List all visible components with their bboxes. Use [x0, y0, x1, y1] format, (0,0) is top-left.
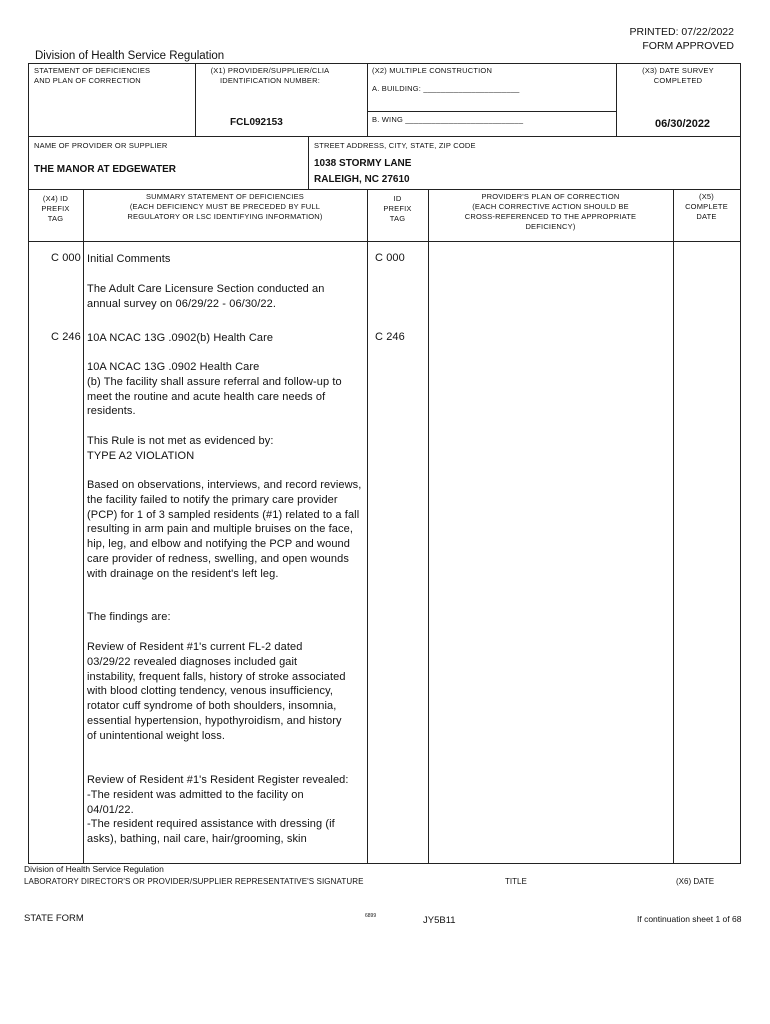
tag-right-c246: C 246: [375, 331, 405, 343]
para-resident-register: Review of Resident #1's Resident Register revealed: -The resident was admitted to the facility on 04/01/22. -The resident required assistance with dressing (if asks), bathing, nail care, hair/grooming, skin: [87, 774, 349, 846]
divider-address: [308, 136, 309, 189]
print-header: [630, 25, 734, 53]
footer-division: Division of Health Service Regulation: [24, 864, 164, 874]
divider-x2: [367, 63, 368, 136]
address-label: STREET ADDRESS, CITY, STATE, ZIP CODE: [314, 141, 476, 150]
x2-building: A. BUILDING: ______________________: [372, 84, 520, 93]
col-header-summary: SUMMARY STATEMENT OF DEFICIENCIES (EACH DEFICIENCY MUST BE PRECEDED BY FULL REGULATORY OR LSC IDENTIFYING INFORMATION): [127, 192, 323, 221]
heading-c246-rule: 10A NCAC 13G .0902(b) Health Care: [87, 332, 274, 344]
rule-top: [28, 63, 741, 64]
col-header-id: ID PREFIX TAG: [383, 194, 412, 223]
signature-label: LABORATORY DIRECTOR'S OR PROVIDER/SUPPLIER REPRESENTATIVE'S SIGNATURE: [24, 877, 364, 886]
col-header-x4: (X4) ID PREFIX TAG: [41, 194, 70, 223]
form-code: 6899: [365, 913, 377, 919]
provider-name-label: NAME OF PROVIDER OR SUPPLIER: [34, 141, 168, 150]
para-fl2-review: Review of Resident #1's current FL-2 dated 03/29/22 revealed diagnoses included gait instability, frequent falls, history of stroke associated with blood clotting tendency, venous insufficiency, rotator cuff syndrome of both shoulders, insomnia, essential hypertension, hypothyroidism, and history of unintentional weight loss.: [87, 641, 346, 742]
x1-label: (X1) PROVIDER/SUPPLIER/CLIA IDENTIFICATION NUMBER:: [210, 66, 330, 85]
border-right: [740, 63, 741, 863]
title-label: TITLE: [505, 877, 527, 886]
tag-left-c246: C 246: [51, 331, 81, 343]
x1-id-number: FCL092153: [230, 117, 283, 128]
x3-survey-date: 06/30/2022: [655, 118, 711, 130]
x3-label: (X3) DATE SURVEY COMPLETED: [642, 66, 714, 85]
para-rule-not-met: This Rule is not met as evidenced by: TYPE A2 VIOLATION: [87, 435, 274, 462]
para-findings-heading: The findings are:: [87, 611, 171, 623]
divider-col-id: [428, 189, 429, 863]
border-left: [28, 63, 29, 863]
rule-columns-top: [28, 189, 741, 190]
divider-col-plan: [673, 189, 674, 863]
rule-provider-top: [28, 136, 741, 137]
rule-x2-split: [367, 111, 616, 112]
division-title: Division of Health Service Regulation: [35, 50, 225, 62]
printed-date: PRINTED: 07/22/2022: [629, 26, 734, 38]
event-id: JY5B11: [423, 915, 456, 926]
divider-col-summary: [367, 189, 368, 863]
para-annual-survey: The Adult Care Licensure Section conducted an annual survey on 06/29/22 - 06/30/22.: [87, 283, 325, 310]
x2-label: (X2) MULTIPLE CONSTRUCTION: [372, 66, 493, 75]
x6-date-label: (X6) DATE: [676, 877, 715, 886]
heading-initial-comments: Initial Comments: [87, 253, 171, 265]
tag-left-c000: C 000: [51, 252, 81, 264]
provider-name: THE MANOR AT EDGEWATER: [34, 164, 177, 175]
tag-right-c000: C 000: [375, 252, 405, 264]
statement-label: STATEMENT OF DEFICIENCIES AND PLAN OF CORRECTION: [34, 66, 151, 85]
provider-address: 1038 STORMY LANE RALEIGH, NC 27610: [314, 158, 412, 185]
form-status: FORM APPROVED: [642, 40, 734, 52]
col-header-plan: PROVIDER'S PLAN OF CORRECTION (EACH CORRECTIVE ACTION SHOULD BE CROSS-REFERENCED TO THE APPROPRIATE DEFICIENCY): [464, 192, 637, 231]
state-form-label: STATE FORM: [24, 913, 84, 924]
para-findings-summary: Based on observations, interviews, and record reviews, the facility failed to notify the primary care provider (PCP) for 1 of 3 sampled residents (#1) related to a fall resulting in arm pain and multiple bruises on the face, hip, leg, and elbow and notifying the PCP and wound care provider of redness, swelling, and open wounds with drainage on the resident's left leg.: [87, 479, 362, 580]
continuation-sheet: If continuation sheet 1 of 68: [637, 914, 742, 924]
para-rule-text: 10A NCAC 13G .0902 Health Care (b) The facility shall assure referral and follow-up to meet the routine and acute health care needs of residents.: [87, 361, 342, 418]
col-header-x5: (X5) COMPLETE DATE: [685, 192, 728, 221]
rule-columns-bottom: [28, 241, 741, 242]
x2-wing: B. WING ___________________________: [372, 115, 524, 124]
divider-col-x4: [83, 189, 84, 863]
